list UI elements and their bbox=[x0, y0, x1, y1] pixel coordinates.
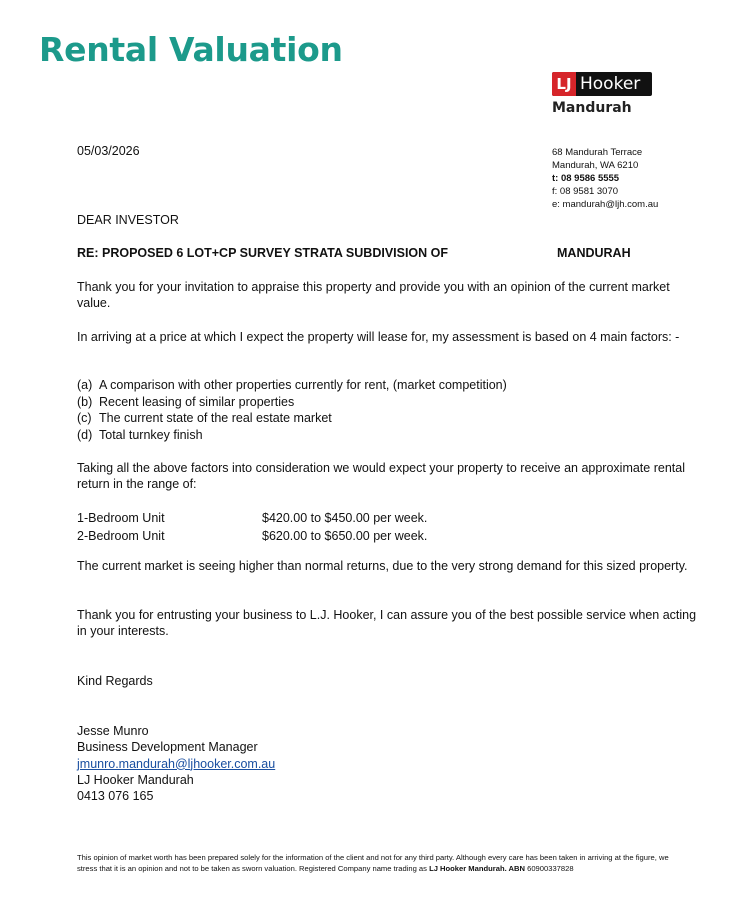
signer-name: Jesse Munro bbox=[77, 724, 149, 738]
brand-logo bbox=[552, 72, 652, 116]
unit-type: 2-Bedroom Unit bbox=[77, 529, 165, 543]
list-item bbox=[77, 394, 507, 411]
paragraph-market: The current market is seeing higher than normal returns, due to the very strong demand for this sized property. bbox=[77, 559, 688, 573]
logo-mark: LJ bbox=[552, 72, 576, 96]
signer-role: Business Development Manager bbox=[77, 740, 258, 755]
logo-word: Hooker bbox=[580, 74, 641, 94]
signer-office: LJ Hooker Mandurah bbox=[77, 772, 194, 787]
rate-row bbox=[77, 527, 427, 545]
office-contact bbox=[552, 146, 658, 211]
unit-type: 1-Bedroom Unit bbox=[77, 511, 165, 525]
rental-rates bbox=[77, 509, 427, 545]
letter-date: 05/03/2026 bbox=[77, 144, 140, 158]
signer-phone: 0413 076 165 bbox=[77, 789, 154, 804]
list-item bbox=[77, 377, 507, 394]
signature-block bbox=[77, 723, 275, 804]
salutation: DEAR INVESTOR bbox=[77, 213, 179, 227]
factor-key: (c) bbox=[77, 411, 92, 425]
disclaimer-text: This opinion of market worth has been prepared solely for the information of the client and not for any third party. Although every care has been taken in arriving at the figure, we stress that it is an opinion and not to be taken as sworn valuation. Registered Company name trading as bbox=[77, 853, 669, 873]
paragraph-thanks: Thank you for entrusting your business to L.J. Hooker, I can assure you of the best possible service when acting in your interests. bbox=[77, 608, 697, 638]
signer-email-link[interactable]: jmunro.mandurah@ljhooker.com.au bbox=[77, 756, 276, 771]
logo-branch: Mandurah bbox=[552, 100, 632, 116]
subject-line: RE: PROPOSED 6 LOT+CP SURVEY STRATA SUBDIVISION OF bbox=[77, 246, 449, 260]
disclaimer-abn: 60900337828 bbox=[527, 863, 574, 873]
disclaimer-company: LJ Hooker Mandurah. ABN bbox=[429, 863, 525, 873]
list-item bbox=[77, 427, 507, 444]
subject-suburb: MANDURAH bbox=[557, 246, 631, 260]
factor-text: Total turnkey finish bbox=[99, 427, 203, 442]
factor-key: (a) bbox=[77, 378, 93, 392]
closing: Kind Regards bbox=[77, 674, 153, 688]
logo-box bbox=[552, 72, 652, 96]
paragraph-expectation: Taking all the above factors into consideration we would expect your property to receive an approximate rental return in the range of: bbox=[77, 461, 685, 491]
list-item bbox=[77, 410, 507, 427]
disclaimer bbox=[77, 853, 677, 874]
factor-text: The current state of the real estate market bbox=[99, 411, 332, 425]
rent-range: $420.00 to $450.00 per week. bbox=[262, 511, 428, 525]
factor-text: A comparison with other properties currently for rent, (market competition) bbox=[99, 378, 507, 392]
factor-key: (d) bbox=[77, 427, 93, 442]
factor-list bbox=[77, 377, 507, 443]
page-title: Rental Valuation bbox=[39, 30, 343, 69]
address-line-2: Mandurah, WA 6210 bbox=[552, 160, 639, 171]
factor-text: Recent leasing of similar properties bbox=[99, 394, 295, 409]
office-email: e: mandurah@ljh.com.au bbox=[552, 199, 659, 210]
paragraph-assessment: In arriving at a price at which I expect the property will lease for, my assessment is based on 4 main factors: - bbox=[77, 330, 680, 344]
office-fax: f: 08 9581 3070 bbox=[552, 186, 619, 197]
factor-key: (b) bbox=[77, 394, 93, 409]
office-phone: t: 08 9586 5555 bbox=[552, 173, 620, 184]
address-line-1: 68 Mandurah Terrace bbox=[552, 147, 643, 158]
rent-range: $620.00 to $650.00 per week. bbox=[262, 529, 428, 543]
rate-row bbox=[77, 509, 427, 527]
paragraph-intro: Thank you for your invitation to appraise this property and provide you with an opinion of the current market value. bbox=[77, 280, 670, 310]
